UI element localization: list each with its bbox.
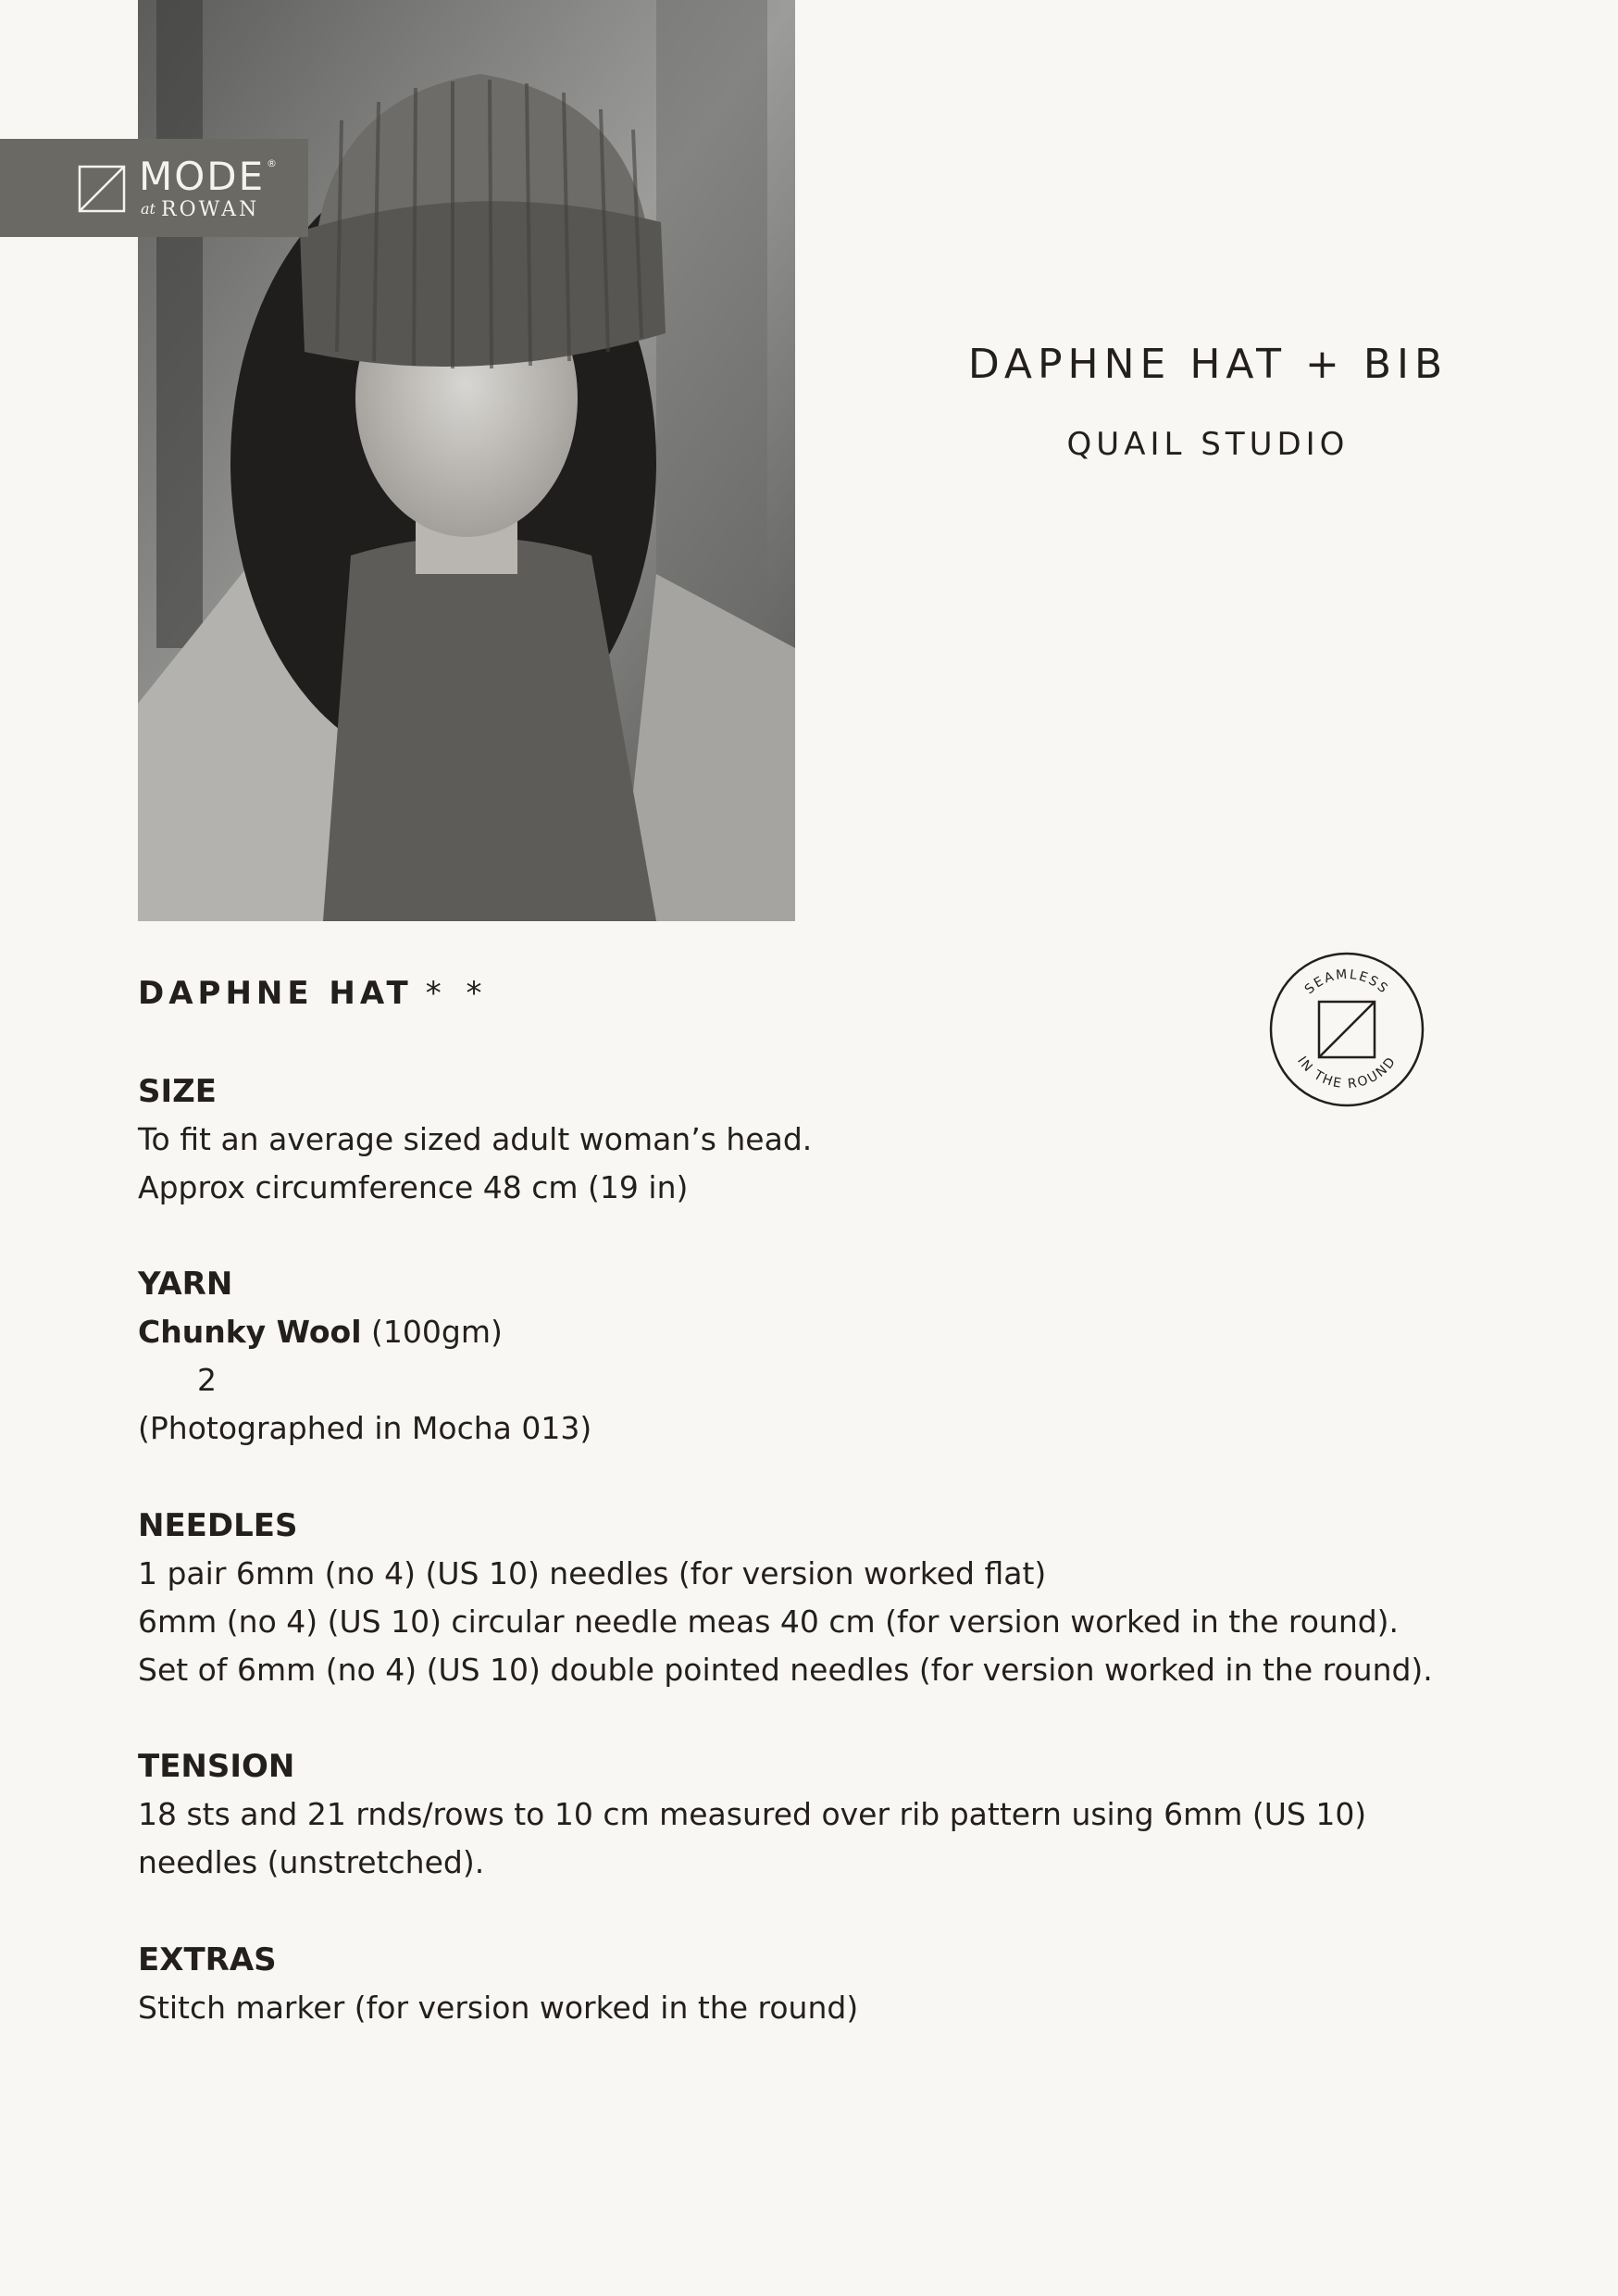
- tension-section: [138, 1742, 1480, 1887]
- svg-text:SEAMLESS: [1302, 967, 1391, 998]
- designer-name: QUAIL STUDIO: [1066, 426, 1350, 463]
- pattern-heading: [138, 975, 490, 1012]
- badge-top-text: SEAMLESS: [1301, 967, 1392, 998]
- brand-name: MODE: [139, 154, 266, 199]
- yarn-label: YARN: [138, 1266, 233, 1303]
- needles-section: [138, 1502, 1480, 1694]
- tension-label: TENSION: [138, 1748, 295, 1785]
- difficulty-rating: * *: [425, 975, 490, 1012]
- brand-square-icon: [78, 165, 126, 213]
- tension-line-1: 18 sts and 21 rnds/rows to 10 cm measured over rib pattern using 6mm (US 10): [138, 1796, 1367, 1832]
- brand-sub: ROWAN: [161, 198, 260, 221]
- needles-item-3: Set of 6mm (no 4) (US 10) double pointed needles (for version worked in the round).: [138, 1652, 1433, 1688]
- yarn-photographed: (Photographed in Mocha 013): [138, 1410, 592, 1446]
- size-section: [138, 1067, 1480, 1212]
- needles-item-1: 1 pair 6mm (no 4) (US 10) needles (for version worked flat): [138, 1555, 1047, 1591]
- extras-line-1: Stitch marker (for version worked in the round): [138, 1990, 859, 2026]
- brand-logo: [0, 139, 308, 237]
- size-label: SIZE: [138, 1073, 218, 1110]
- page-title: DAPHNE HAT + BIB: [967, 341, 1449, 388]
- size-line-2: Approx circumference 48 cm (19 in): [138, 1169, 689, 1205]
- needles-item-2: 6mm (no 4) (US 10) circular needle meas 40 cm (for version worked in the round).: [138, 1603, 1400, 1640]
- yarn-section: [138, 1260, 1480, 1453]
- square-diagonal-icon: [1319, 1002, 1375, 1057]
- brand-at: at: [141, 200, 156, 218]
- yarn-name: Chunky Wool: [138, 1314, 362, 1350]
- yarn-quantity: 2: [197, 1362, 217, 1398]
- yarn-weight: (100gm): [361, 1314, 503, 1350]
- size-line-1: To fit an average sized adult woman’s head.: [138, 1121, 813, 1157]
- brand-registered: ®: [267, 157, 277, 169]
- badge-bottom-text: IN THE ROUND: [1294, 1054, 1400, 1092]
- yarn-line: [138, 1308, 1480, 1356]
- extras-label: EXTRAS: [138, 1941, 277, 1978]
- needles-label: NEEDLES: [138, 1507, 298, 1544]
- extras-section: [138, 1936, 1480, 2032]
- tension-line-2: needles (unstretched).: [138, 1844, 485, 1880]
- pattern-name: DAPHNE HAT: [138, 975, 413, 1012]
